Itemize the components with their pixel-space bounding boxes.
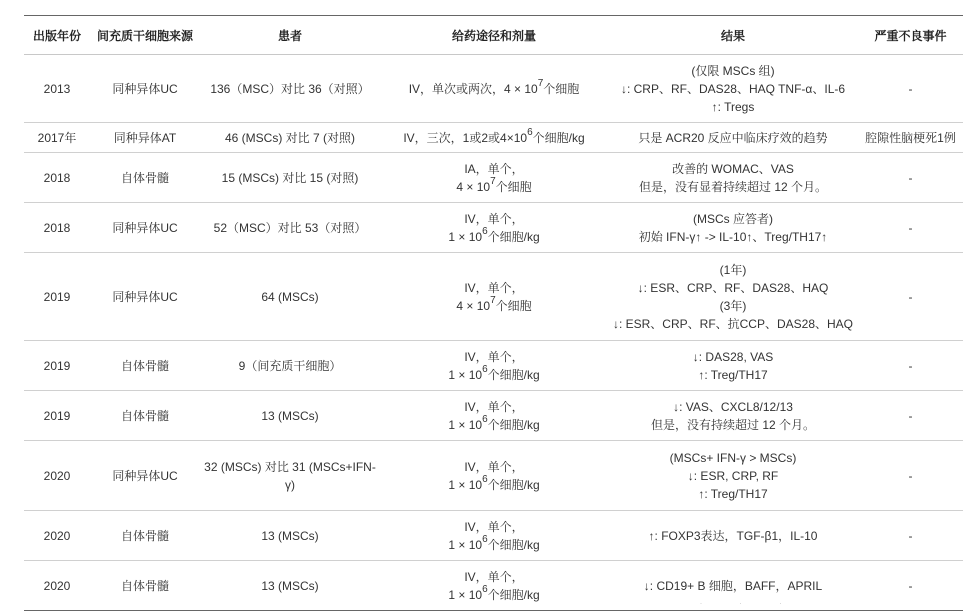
table-row — [24, 341, 963, 391]
dose-unit: 个细胞 — [495, 179, 532, 194]
table-body — [24, 55, 963, 611]
dose-exponent: 6 — [482, 473, 488, 485]
decorative-dots: · · · — [700, 601, 800, 607]
dose-exponent: 6 — [482, 533, 488, 545]
cell-adverse-events: - — [858, 511, 963, 561]
table-row — [24, 561, 963, 611]
result-line: (1年) — [719, 262, 747, 277]
dose-text: IV，单个， — [464, 569, 524, 584]
dose-text: IV，单个， — [464, 349, 524, 364]
result-line: (MSCs+ IFN-γ > MSCs) — [669, 450, 797, 465]
result-line: ↓: ESR、CRP、RF、抗CCP、DAS28、HAQ — [612, 316, 854, 331]
table-row — [24, 511, 963, 561]
result-line: (3年) — [719, 298, 747, 313]
dose-text: IA，单个， — [464, 161, 524, 176]
dose-text: IV，单个， — [464, 211, 524, 226]
cell-source: 自体骨髓 — [90, 561, 200, 611]
cell-source: 同种异体UC — [90, 55, 200, 123]
result-line: 但是，没有显着持续超过 12 个月。 — [638, 179, 828, 194]
dose-text: 1 × 10 — [448, 367, 483, 382]
cell-source: 同种异体AT — [90, 123, 200, 153]
dose-exponent: 6 — [527, 126, 533, 138]
cell-source: 自体骨髓 — [90, 391, 200, 441]
header-year: 出版年份 — [24, 16, 90, 55]
cell-patients: 64 (MSCs) — [200, 253, 380, 341]
dose-text: 1 × 10 — [448, 477, 483, 492]
dose-line — [382, 518, 606, 536]
table-row — [24, 441, 963, 511]
cell-patients: 32 (MSCs) 对比 31 (MSCs+IFN-γ) — [200, 441, 380, 511]
cell-source: 同种异体UC — [90, 441, 200, 511]
cell-results — [608, 203, 858, 253]
table-header-row — [24, 16, 963, 55]
result-line: 改善的 WOMAC、VAS — [672, 161, 794, 176]
dose-exponent: 6 — [482, 363, 488, 375]
result-line: ↓: ESR、CRP、RF、DAS28、HAQ — [637, 280, 829, 295]
cell-adverse-events: 腔隙性脑梗死1例 — [858, 123, 963, 153]
dose-text: 1 × 10 — [448, 537, 483, 552]
dose-text: IV，三次，1或2或4×10 — [403, 130, 528, 145]
result-line: 只是 ACR20 反应中临床疗效的趋势 — [638, 130, 828, 145]
dose-line — [382, 126, 606, 147]
dose-unit: 个细胞/kg — [487, 477, 540, 492]
result-line: ↓: CRP、RF、DAS28、HAQ TNF-α、IL-6 — [620, 81, 846, 96]
header-adverse-events: 严重不良事件 — [858, 16, 963, 55]
dose-exponent: 6 — [482, 413, 488, 425]
cell-year: 2019 — [24, 253, 90, 341]
table-row — [24, 55, 963, 123]
cell-patients: 9（间充质干细胞） — [200, 341, 380, 391]
dose-unit: 个细胞 — [495, 298, 532, 313]
dose-unit: 个细胞/kg — [487, 537, 540, 552]
cell-dose — [380, 55, 608, 123]
dose-line — [382, 473, 606, 494]
result-line: 但是，没有持续超过 12 个月。 — [650, 417, 816, 432]
cell-year: 2018 — [24, 153, 90, 203]
dose-exponent: 6 — [482, 583, 488, 595]
cell-source: 自体骨髓 — [90, 341, 200, 391]
cell-dose — [380, 441, 608, 511]
cell-source: 自体骨髓 — [90, 153, 200, 203]
dose-text: IV，单次或两次，4 × 10 — [408, 81, 538, 96]
cell-results — [608, 391, 858, 441]
dose-exponent: 7 — [537, 77, 544, 89]
dose-unit: 个细胞 — [543, 81, 580, 96]
dose-exponent: 6 — [482, 225, 488, 237]
cell-year: 2017年 — [24, 123, 90, 153]
result-line: ↓: ESR, CRP, RF — [687, 468, 779, 483]
result-line: ↑: Tregs — [711, 99, 755, 114]
dose-text: 1 × 10 — [448, 229, 483, 244]
dose-unit: 个细胞/kg — [487, 587, 540, 602]
cell-dose — [380, 203, 608, 253]
cell-results — [608, 511, 858, 561]
cell-adverse-events: - — [858, 561, 963, 611]
cell-adverse-events: - — [858, 253, 963, 341]
cell-results — [608, 341, 858, 391]
result-line: ↑: Treg/TH17 — [698, 367, 768, 382]
dose-line — [382, 583, 606, 604]
dose-line — [382, 77, 606, 98]
result-line: ↑: Treg/TH17 — [698, 486, 768, 501]
dose-line — [382, 225, 606, 246]
cell-dose — [380, 153, 608, 203]
result-line: 初始 IFN-γ↑ -> IL-10↑、Treg/TH17↑ — [638, 229, 828, 244]
cell-year: 2019 — [24, 391, 90, 441]
dose-line — [382, 294, 606, 315]
header-results: 结果 — [608, 16, 858, 55]
cell-patients: 13 (MSCs) — [200, 561, 380, 611]
dose-line — [382, 175, 606, 196]
dose-text: IV，单个， — [464, 459, 524, 474]
result-line: ↓: DAS28, VAS — [692, 349, 774, 364]
table-row — [24, 153, 963, 203]
cell-dose — [380, 341, 608, 391]
cell-patients: 136（MSC）对比 36（对照） — [200, 55, 380, 123]
cell-patients: 46 (MSCs) 对比 7 (对照) — [200, 123, 380, 153]
dose-text: IV，单个， — [464, 519, 524, 534]
cell-adverse-events: - — [858, 153, 963, 203]
cell-year: 2020 — [24, 511, 90, 561]
cell-year: 2013 — [24, 55, 90, 123]
cell-adverse-events: - — [858, 55, 963, 123]
cell-results — [608, 441, 858, 511]
cell-adverse-events: - — [858, 391, 963, 441]
cell-source: 同种异体UC — [90, 253, 200, 341]
cell-results — [608, 55, 858, 123]
cell-year: 2019 — [24, 341, 90, 391]
table-row — [24, 203, 963, 253]
cell-patients: 13 (MSCs) — [200, 511, 380, 561]
table-row — [24, 391, 963, 441]
header-source: 间充质干细胞来源 — [90, 16, 200, 55]
cell-dose — [380, 511, 608, 561]
dose-unit: 个细胞/kg — [487, 367, 540, 382]
cell-year: 2020 — [24, 561, 90, 611]
table-row — [24, 123, 963, 153]
cell-dose — [380, 561, 608, 611]
result-line: ↓: VAS、CXCL8/12/13 — [673, 399, 793, 414]
cell-patients: 52（MSC）对比 53（对照） — [200, 203, 380, 253]
result-line: (MSCs 应答者) — [693, 211, 773, 226]
table-row — [24, 253, 963, 341]
cell-patients: 15 (MSCs) 对比 15 (对照) — [200, 153, 380, 203]
cell-source: 自体骨髓 — [90, 511, 200, 561]
cell-adverse-events: - — [858, 203, 963, 253]
dose-text: 1 × 10 — [448, 417, 483, 432]
dose-line — [382, 568, 606, 586]
cell-adverse-events: - — [858, 441, 963, 511]
cell-dose — [380, 253, 608, 341]
cell-results — [608, 253, 858, 341]
dose-exponent: 7 — [490, 294, 496, 306]
cell-results — [608, 123, 858, 153]
dose-text: 4 × 10 — [456, 298, 491, 313]
cell-results — [608, 153, 858, 203]
cell-source: 同种异体UC — [90, 203, 200, 253]
dose-unit: 个细胞/kg — [487, 229, 540, 244]
cell-dose — [380, 391, 608, 441]
clinical-trials-table-container — [24, 15, 963, 611]
dose-line — [382, 458, 606, 476]
dose-line — [382, 398, 606, 416]
dose-exponent: 7 — [490, 175, 496, 187]
dose-line — [382, 348, 606, 366]
cell-year: 2018 — [24, 203, 90, 253]
dose-line — [382, 363, 606, 384]
cell-patients: 13 (MSCs) — [200, 391, 380, 441]
dose-text: IV，单个， — [464, 280, 524, 295]
result-line: ↓: CD19+ B 细胞，BAFF，APRIL — [643, 578, 823, 593]
cell-dose — [380, 123, 608, 153]
cell-year: 2020 — [24, 441, 90, 511]
dose-line — [382, 210, 606, 228]
dose-line — [382, 533, 606, 554]
result-line: (仅限 MSCs 组) — [691, 63, 775, 78]
dose-unit: 个细胞/kg — [487, 417, 540, 432]
header-dose: 给药途径和剂量 — [380, 16, 608, 55]
dose-line — [382, 413, 606, 434]
dose-text: IV，单个， — [464, 399, 524, 414]
result-line: ↑: FOXP3表达，TGF-β1，IL-10 — [648, 528, 818, 543]
header-patients: 患者 — [200, 16, 380, 55]
dose-text: 4 × 10 — [456, 179, 491, 194]
dose-unit: 个细胞/kg — [532, 130, 585, 145]
dose-text: 1 × 10 — [448, 587, 483, 602]
clinical-trials-table — [24, 15, 963, 611]
cell-adverse-events: - — [858, 341, 963, 391]
